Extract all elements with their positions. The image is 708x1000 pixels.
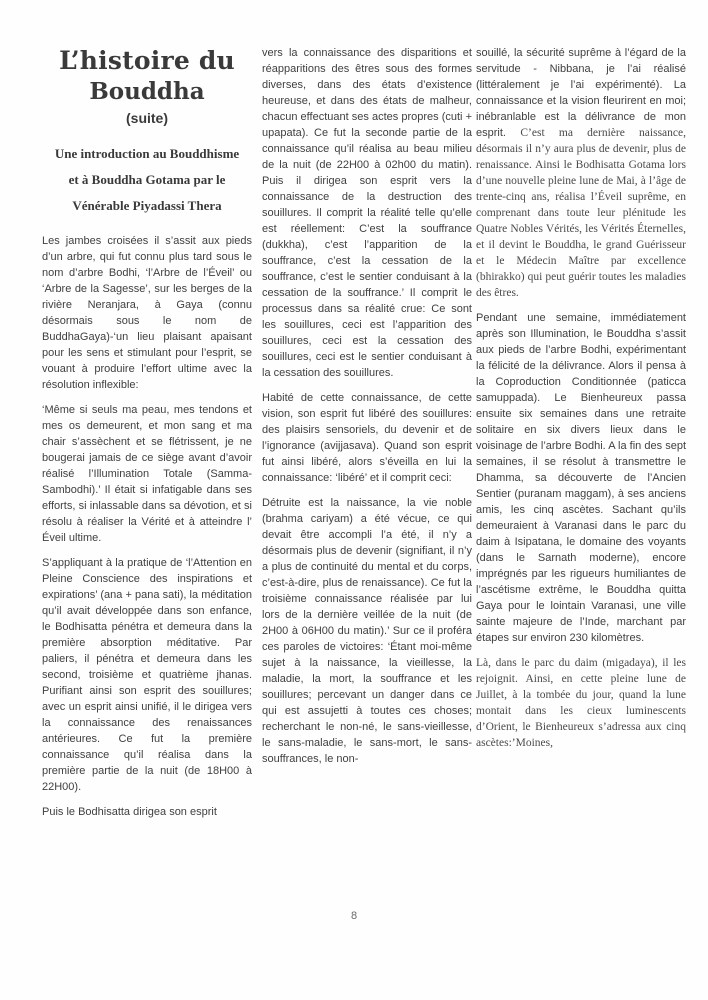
paragraph: Pendant une semaine, immédiatement après son Illumination, le Bouddha s’assit aux pieds de l’arbre Bodhi, expérimentant la félicité de la délivrance. Alors il pensa à la Coproduction Conditionnée (paticca samuppada). Le Bienheureux passa ensuite six semaines dans une retraite solitaire en six divers lieux dans le voisinage de l’arbre Bodhi. A la fin des sept semaines, il se résolut à transmettre le Dhamma, sa découverte de l’Ancien Sentier (puranam maggam), à ses anciens amis, les cinq ascètes. Sachant qu’ils demeuraient à Varanasi dans le parc du daim à Isipatana, le domaine des voyants (dans le Sarnath moderne), encore imprégnés par les rigueurs humiliantes de l’ascétisme extrême, le Bouddha quitta Gaya pour le lointain Varanasi, une ville sainte majeure de l’Inde, marchant par étapes sur environ 230 kilomètres. <box>476 312 686 644</box>
subtitle-line: et à Bouddha Gotama par le <box>68 172 226 187</box>
page-number: 8 <box>350 910 358 922</box>
paragraph: Les jambes croisées il s’assit aux pieds d’un arbre, qui fut connu plus tard sous le nom d’arbre Bodhi, ‘l’Arbre de l’Éveil’ ou ‘Arbre de la Sagesse’, sur les berges de la rivière Neranjara, à Gaya (connu désormais sous le nom de BuddhaGaya)-‘un lieu plaisant apaisant pour les sens et stimulant pour l’esprit, se vouant à produire l’effort ultime avec la résolution inflexible: <box>42 235 252 391</box>
subtitle-line: Vénérable Piyadassi Thera <box>72 198 222 213</box>
paragraph: Puis le Bodhisatta dirigea son esprit <box>42 806 217 818</box>
article-title-line2: Bouddha <box>89 78 205 105</box>
paragraph: Détruite est la naissance, la vie noble (brahma cariyam) a été vécue, ce qui devait être accompli l’a été, il n’y a désormais plus de devenir (signifiant, il n’y a plus de continuité du mental et du corps, c’est-à-dire, plus de renaissance). Ce fut la troisième connaissance réalisée par lui lors de la dernière veillée de la nuit (de 2H00 à 06H00 du matin).’ Sur ce il proféra ces paroles de victoires: ‘Étant moi-même sujet à la naissance, la vieillesse, la maladie, la mort, la souffrance et les souillures; percevant un danger dans ce qui est assujetti à toutes ces choses; recherchant le non-né, le sans-vieillesse, le sans-maladie, le sans-mort, le sans-souffrances, le non- <box>262 497 472 765</box>
column-left <box>42 45 252 829</box>
article-title-suite: (suite) <box>126 110 168 126</box>
article-title-line1: L’histoire du <box>59 46 235 75</box>
paragraph: Habité de cette connaissance, de cette vision, son esprit fut libéré des souillures: des plaisirs sensoriels, du devenir et de l’ignorance (avijjasava). Quand son esprit fut ainsi libéré, alors s’éveilla en lui la connaissance: ‘libéré’ et il comprit ceci: <box>262 392 472 484</box>
paragraph: ‘Même si seuls ma peau, mes tendons et mes os demeurent, et mon sang et ma chair s’assèchent et se flétrissent, je ne bougerai jamais de ce siège avant d’avoir réalisé l’Illumination Totale (Samma-Sambodhi).’ Il était si infatigable dans ses efforts, si inlassable dans sa dévotion, et si résolu à réaliser la Vérité et à atteindre l’ Éveil ultime. <box>42 404 252 544</box>
paragraph: S’appliquant à la pratique de ‘l’Attention en Pleine Conscience des inspirations et expirations’ (ana + pana sati), la méditation qu’il avait développée dans son enfance, le Bodhisatta pénétra et demeura dans la première absorption méditative. Par paliers, il pénétra et demeura dans les second, troisième et quatrième jhanas. Purifiant ainsi son esprit des souillures; avec un esprit ainsi unifié, il le dirigea vers la connaissance des renaissances antérieures. Ce fut la première connaissance qu’il réalisa dans la première partie de la nuit (de 18H00 à 22H00). <box>42 557 252 793</box>
column-right <box>476 45 686 760</box>
paragraph-mixed-fonts <box>476 45 686 301</box>
paragraph: Là, dans le parc du daim (migadaya), il les rejoignit. Ainsi, en cette pleine lune de Juillet, à la tombée du jour, quand la lune montait dans les cieux luminescents d’Orient, le Bienheureux s’adressa aux cinq ascètes:’Moines, <box>476 657 686 749</box>
column-center <box>262 45 472 776</box>
article-subtitle <box>42 141 252 219</box>
paragraph-segment-sans: souillé, la sécurité suprême à l’égard de la servitude - Nibbana, je l’ai réalisé (littéralement je l’ai expérimenté). La connaissance et la vision fleurirent en moi; inébranlable est la délivrance de mon esprit. <box>476 47 686 139</box>
masthead <box>42 45 252 219</box>
subtitle-line: Une introduction au Bouddhisme <box>54 146 240 161</box>
paragraph: vers la connaissance des disparitions et réapparitions des êtres sous des formes diverses, dans des états d’existence heureuse, et dans des états de malheur, chacun effectuant ses actes propres (cuti + upapata). Ce fut la seconde partie de la connaissance qu’il réalisa au beau milieu de la nuit (de 22H00 à 02h00 du matin). Puis il dirigea son esprit vers la connaissance de la destruction des souillures. Il comprit la réalité telle qu’elle est réellement: C’est la souffrance (dukkha), c’est l’apparition de la souffrance, c’est la cessation de la souffrance, c’est le sentier conduisant à la cessation de la souffrance.’ Il comprit le processus dans sa réalité crue: Ce sont les souillures, ceci est l’apparition des souillures, ceci est la cessation des souillures, ceci est le sentier conduisant à la cessation des souillures. <box>262 47 472 379</box>
paragraph-segment-serif: C’est ma dernière naissance, désormais il n’y aura plus de devenir, plus de renaissance. Ainsi le Bodhisatta Gotama lors d’une nouvelle pleine lune de Mai, à l’âge de trente-cinq ans, réalisa l’Éveil suprême, en comprenant dans toute leur plénitude les Quatre Nobles Vérités, les Vérités Éternelles, et il devint le Bouddha, le grand Guérisseur et le Médecin Maître par excellence (bhirakko) qui peut guérir toutes les maladies des êtres. <box>476 127 686 299</box>
